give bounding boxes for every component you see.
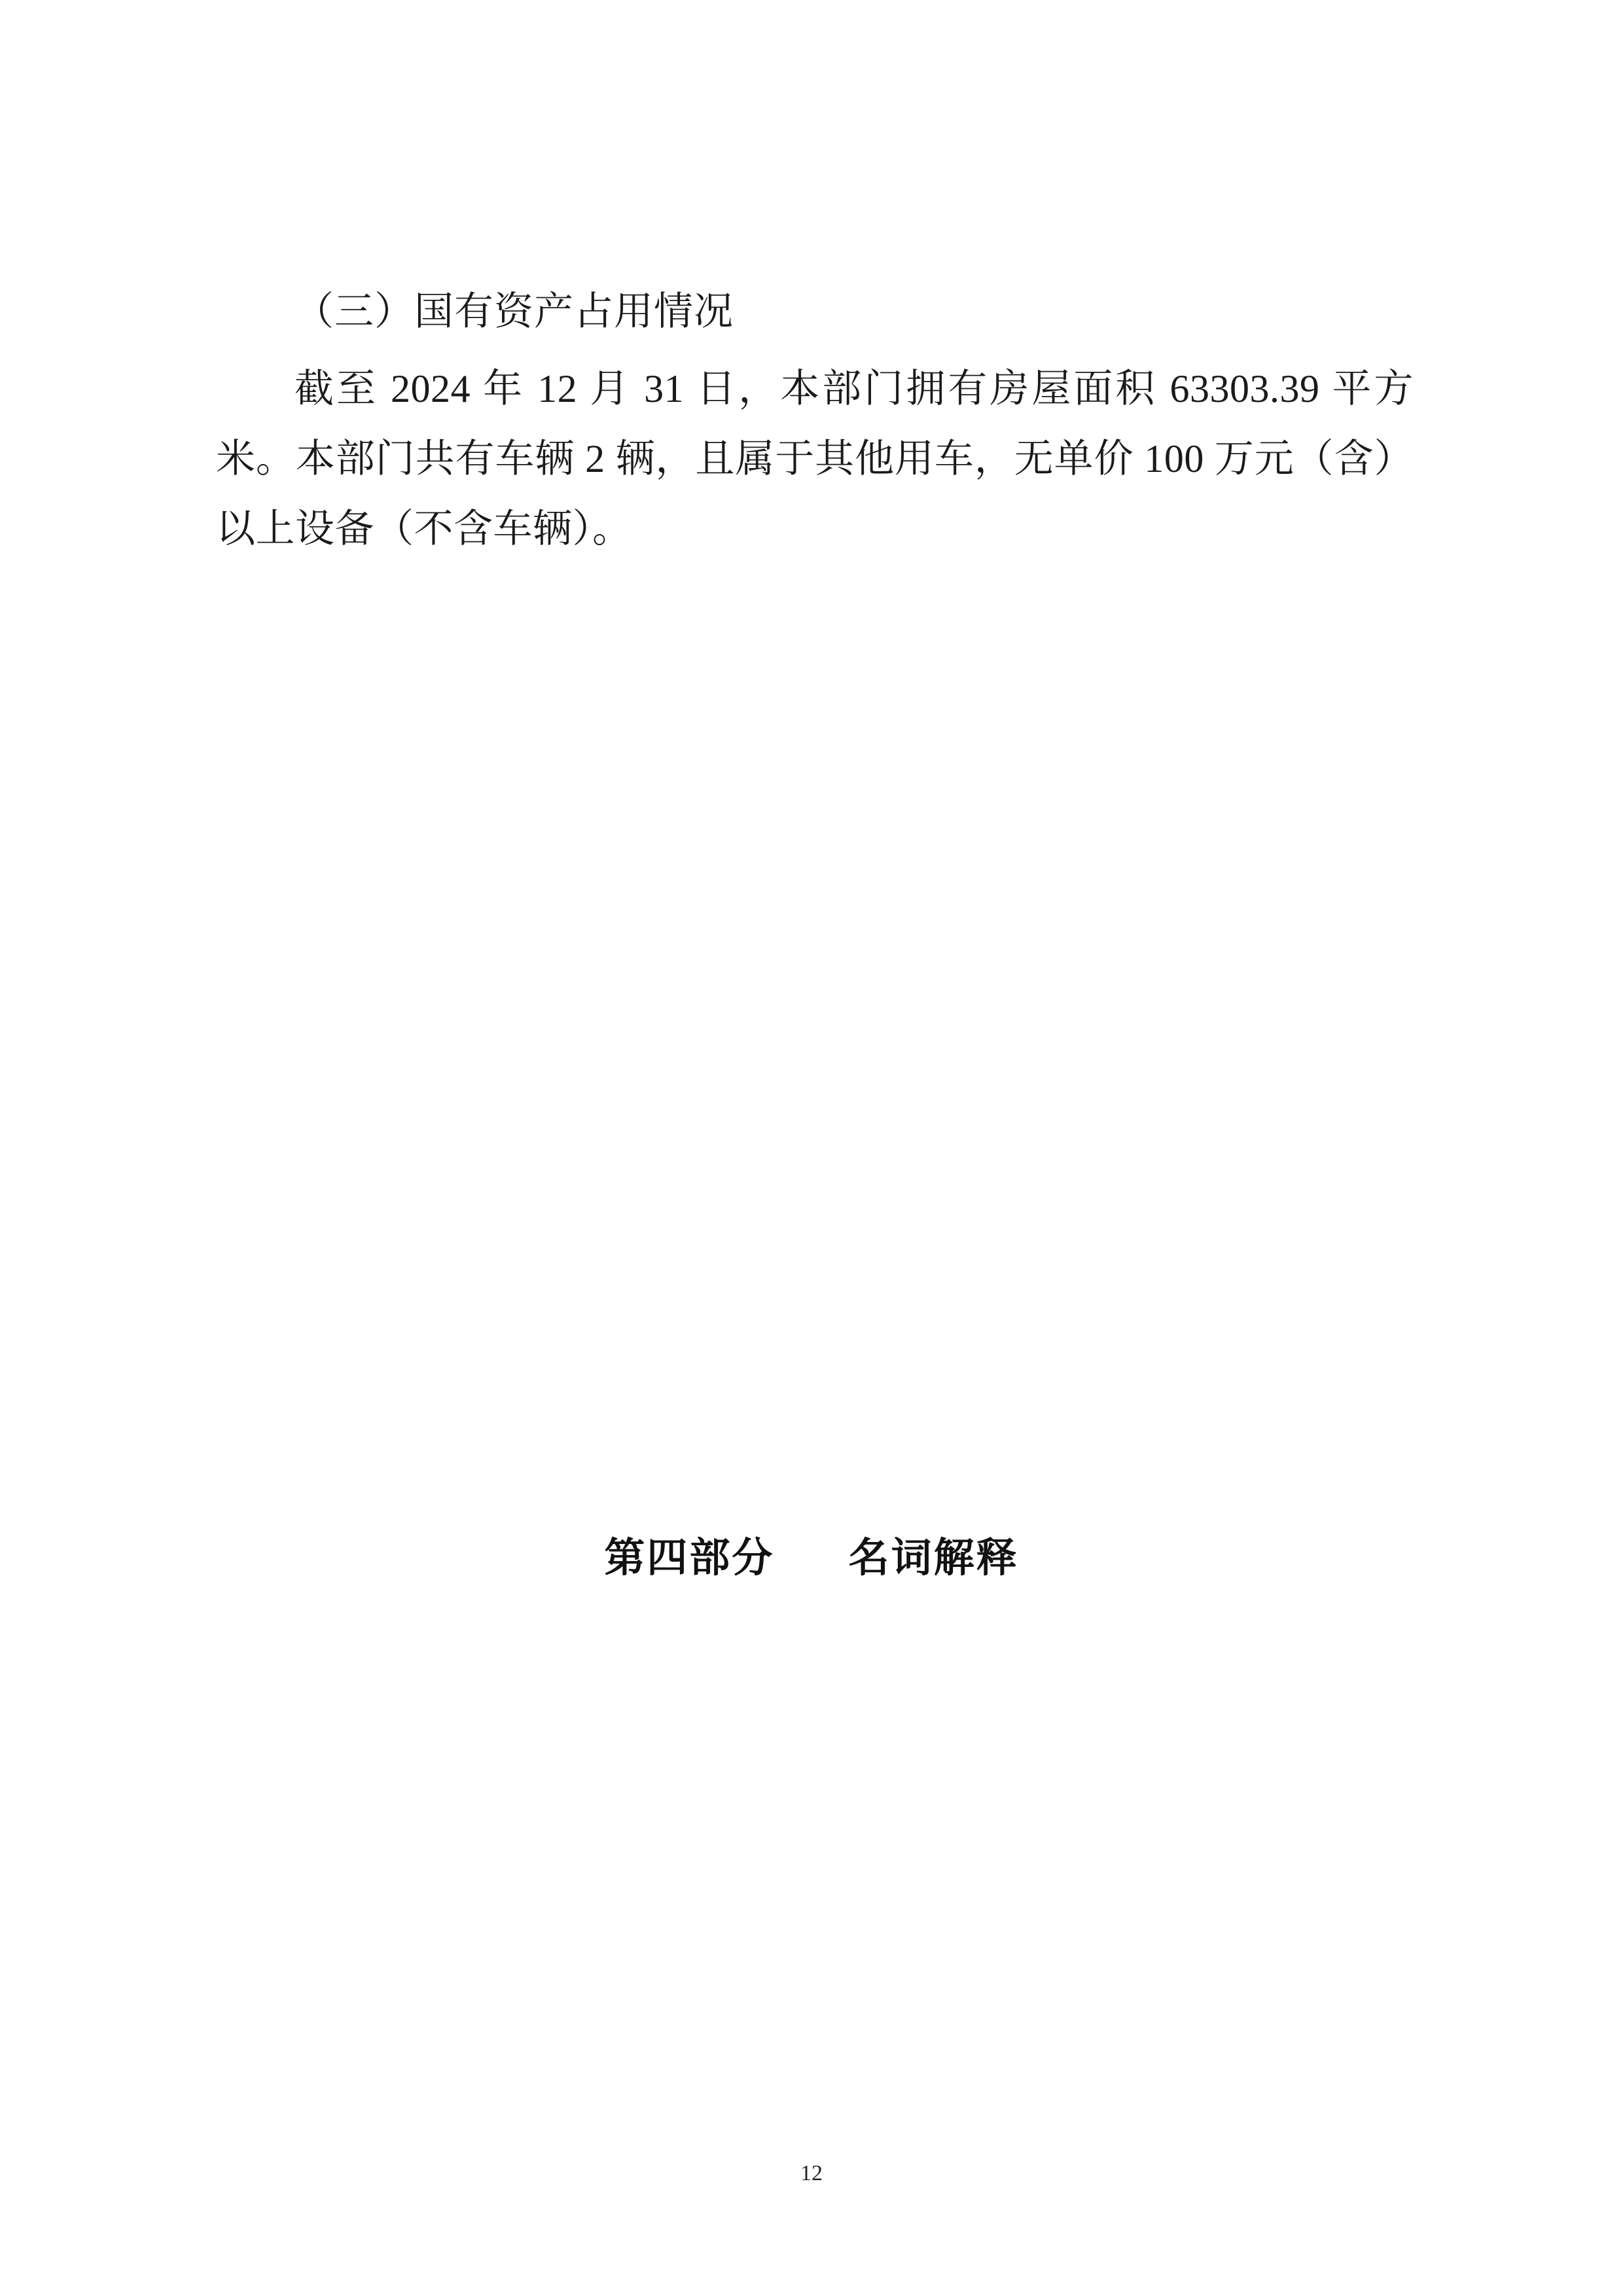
part-title-subject: 名词解释: [848, 1534, 1019, 1581]
page-number: 12: [800, 2161, 823, 2185]
section-paragraph: 截至 2024 年 12 月 31 日，本部门拥有房屋面积 63303.39 平方米。本部门共有车辆 2 辆，且属于其他用车，无单价 100 万元（含）以上设备（不含车辆）。: [216, 367, 1414, 550]
part-title: [0, 1525, 1623, 1583]
page-content: [216, 281, 1414, 564]
part-title-label: 第四部分: [604, 1534, 775, 1581]
section-heading: （三）国有资产占用情况: [294, 290, 734, 333]
